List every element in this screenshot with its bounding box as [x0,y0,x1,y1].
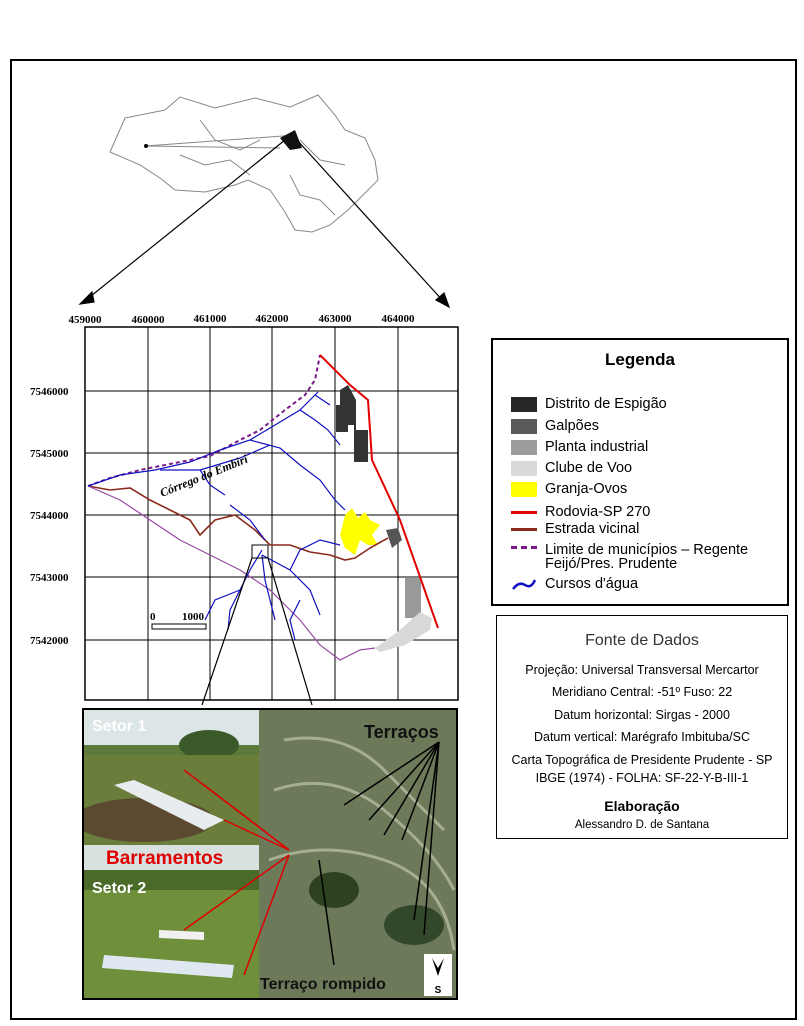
stream-label: Córrego do Embiri [157,451,250,500]
setor1-label: Setor 1 [92,718,147,735]
barramentos-label: Barramentos [106,848,224,869]
legend-item [511,418,599,434]
scale-start: 0 [150,611,156,623]
north-arrow-letter: S [434,985,442,996]
north-arrow-icon [424,954,452,984]
legend-label: Clube de Voo [545,460,633,476]
datum-v-text: Datum vertical: Marégrafo Imbituba/SC [533,730,751,744]
planta-industrial [405,578,421,618]
legend-label: Rodovia-SP 270 [545,504,651,520]
legend-label: Limite de municípios – Regente [545,541,749,558]
legend-label: Granja-Ovos [545,481,628,497]
scale-end: 1000 [182,611,204,623]
setor2-label: Setor 2 [92,880,147,897]
legend-item [545,556,677,572]
meridian-text: Meridiano Central: -51º Fuso: 22 [551,685,733,699]
terracos-label: Terraços [364,722,439,742]
x-tick: 460000 [131,314,165,326]
legend-item [511,521,639,537]
legend-swatch [511,440,537,455]
y-tick: 7543000 [30,572,69,584]
y-tick: 7544000 [30,510,69,522]
legend-item [511,504,650,520]
locator-arrows [80,140,449,307]
river-icon [511,577,537,592]
state-locator-map [110,95,378,232]
carta-text: Carta Topográfica de Presidente Prudente - SP [511,753,773,767]
terraco-rompido-label: Terraço rompido [260,976,386,993]
x-tick: 463000 [318,313,352,325]
legend-swatch [511,482,537,497]
legend-box [491,338,789,606]
carta-ref-text: IBGE (1974) - FOLHA: SF-22-Y-B-III-1 [535,771,749,785]
legend-swatch [511,397,537,412]
x-tick: 461000 [193,313,227,325]
legend-item [511,460,632,476]
sources-title: Fonte de Dados [585,632,699,649]
legend-item [511,439,648,455]
legend-label: Estrada vicinal [545,521,640,537]
x-tick: 459000 [68,314,102,326]
x-axis-ticks [69,313,416,326]
legend-swatch [511,461,537,476]
legend-label: Cursos d'água [545,576,639,592]
y-tick: 7542000 [30,635,69,647]
x-tick: 462000 [255,313,289,325]
study-area-marker [280,130,302,150]
legend-label: Planta industrial [545,439,649,455]
field-photo-composite [82,708,458,1000]
y-tick: 7545000 [30,448,69,460]
scale-bar [152,624,206,629]
legend-item [511,396,667,412]
y-axis-ticks [30,386,69,647]
elaboration-title: Elaboração [604,798,680,814]
x-tick: 464000 [381,313,415,325]
legend-label: Feijó/Pres. Prudente [545,556,678,572]
y-tick: 7546000 [30,386,69,398]
datum-h-text: Datum horizontal: Sirgas - 2000 [554,708,730,722]
legend-swatch [511,505,537,520]
legend-title: Legenda [605,350,675,369]
legend-swatch [511,546,537,561]
legend-item [511,481,627,497]
legend-label: Distrito de Espigão [545,396,667,412]
legend-label: Galpões [545,418,600,434]
projection-text: Projeção: Universal Transversal Mercartor [525,663,759,677]
legend-swatch [511,522,537,537]
legend-item [511,576,638,592]
north-arrow [424,954,452,996]
legend-swatch [511,419,537,434]
author-text: Alessandro D. de Santana [574,819,710,831]
data-sources-box [496,615,788,839]
